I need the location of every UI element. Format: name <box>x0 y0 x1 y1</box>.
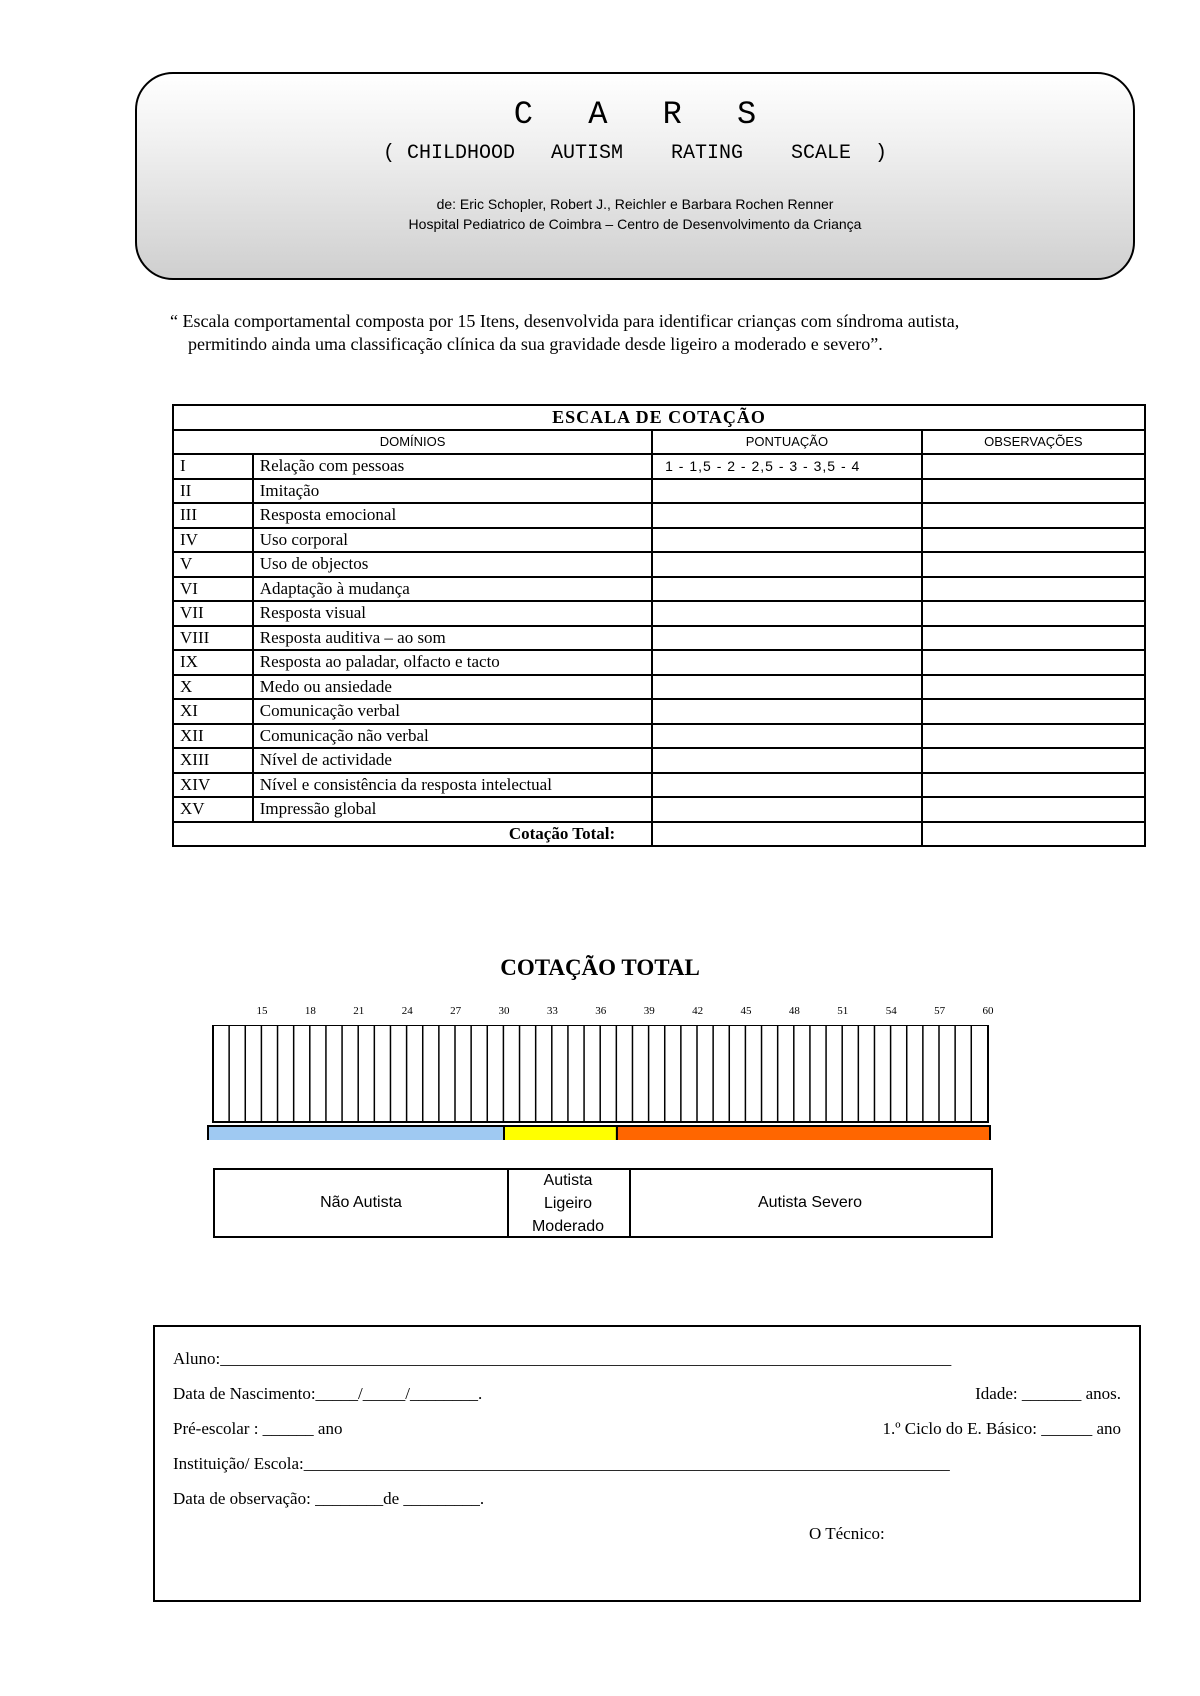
field-tecnico[interactable]: O Técnico: <box>809 1524 885 1543</box>
row-number: XV <box>173 797 253 822</box>
row-score-cell[interactable] <box>652 724 922 749</box>
row-obs-cell[interactable] <box>922 454 1145 479</box>
row-obs-cell[interactable] <box>922 503 1145 528</box>
tick-label: 21 <box>353 1005 365 1017</box>
row-number: XIV <box>173 773 253 798</box>
total-obs-cell[interactable] <box>922 822 1145 847</box>
table-title: ESCALA DE COTAÇÃO <box>173 405 1145 430</box>
row-domain: Resposta auditiva – ao som <box>253 626 652 651</box>
col-header-observacoes: OBSERVAÇÕES <box>922 430 1145 455</box>
hospital-name: Hospital Pediatrico de Coimbra – Centro de Desenvolvimento da Criança <box>408 216 862 232</box>
row-domain: Imitação <box>253 479 652 504</box>
severity-legend <box>213 1168 993 1238</box>
field-aluno[interactable]: Aluno:______________________________________________________________________________________ <box>173 1349 952 1368</box>
tick-label: 36 <box>595 1005 607 1017</box>
row-number: V <box>173 552 253 577</box>
row-obs-cell[interactable] <box>922 773 1145 798</box>
tick-label: 27 <box>450 1005 462 1017</box>
row-score-cell[interactable] <box>652 748 922 773</box>
intro-paragraph <box>170 310 1130 356</box>
row-domain: Relação com pessoas <box>253 454 652 479</box>
tick-label: 54 <box>885 1005 897 1017</box>
row-obs-cell[interactable] <box>922 577 1145 602</box>
table-row <box>173 454 1145 479</box>
legend-ligeiro-line1: Autista <box>543 1171 593 1189</box>
row-score-cell[interactable] <box>652 773 922 798</box>
row-domain: Resposta ao paladar, olfacto e tacto <box>253 650 652 675</box>
tick-label: 42 <box>692 1005 704 1017</box>
intro-line-2: permitindo ainda uma classificação clínica da sua gravidade desde ligeiro a moderado e severo”. <box>188 334 883 354</box>
row-score-cell[interactable] <box>652 528 922 553</box>
legend-ligeiro-line2: Ligeiro <box>543 1194 592 1212</box>
legend-ligeiro-moderado <box>507 1170 631 1236</box>
row-number: VII <box>173 601 253 626</box>
row-domain: Resposta emocional <box>253 503 652 528</box>
tick-label: 48 <box>788 1005 800 1017</box>
row-domain: Nível e consistência da resposta intelectual <box>253 773 652 798</box>
row-obs-cell[interactable] <box>922 675 1145 700</box>
legend-autista-severo: Autista Severo <box>757 1194 863 1211</box>
table-row <box>173 748 1145 773</box>
row-obs-cell[interactable] <box>922 797 1145 822</box>
severity-band <box>504 1126 617 1140</box>
total-label: Cotação Total: <box>173 822 652 847</box>
row-score-cell[interactable] <box>652 503 922 528</box>
tick-label: 45 <box>740 1005 752 1017</box>
table-row <box>173 626 1145 651</box>
row-obs-cell[interactable] <box>922 650 1145 675</box>
table-row <box>173 552 1145 577</box>
table-row <box>173 699 1145 724</box>
row-obs-cell[interactable] <box>922 724 1145 749</box>
table-row <box>173 650 1145 675</box>
tick-label: 15 <box>256 1005 268 1017</box>
row-obs-cell[interactable] <box>922 528 1145 553</box>
row-number: IV <box>173 528 253 553</box>
row-number: II <box>173 479 253 504</box>
field-data-nascimento[interactable]: Data de Nascimento:_____/_____/________. Idade: _______ anos. <box>173 1382 1121 1406</box>
row-number: III <box>173 503 253 528</box>
col-header-pontuacao: PONTUAÇÃO <box>652 430 922 455</box>
row-domain: Nível de actividade <box>253 748 652 773</box>
tick-label: 18 <box>304 1005 316 1017</box>
row-domain: Uso de objectos <box>253 552 652 577</box>
table-row <box>173 773 1145 798</box>
row-number: VI <box>173 577 253 602</box>
field-idade[interactable]: Idade: _______ anos. <box>975 1384 1121 1403</box>
tick-label: 57 <box>934 1005 946 1017</box>
row-obs-cell[interactable] <box>922 601 1145 626</box>
total-score-cell[interactable] <box>652 822 922 847</box>
student-info-form <box>153 1325 1141 1602</box>
severity-band <box>208 1126 504 1140</box>
row-obs-cell[interactable] <box>922 552 1145 577</box>
row-score-cell[interactable] <box>652 577 922 602</box>
table-row <box>173 601 1145 626</box>
row-score-cell[interactable] <box>652 675 922 700</box>
row-score-cell[interactable] <box>652 699 922 724</box>
row-domain: Impressão global <box>253 797 652 822</box>
score-scale <box>0 1025 1200 1140</box>
table-row <box>173 528 1145 553</box>
page-subtitle: ( CHILDHOOD AUTISM RATING SCALE ) <box>382 142 888 165</box>
row-number: XIII <box>173 748 253 773</box>
col-header-dominios: DOMÍNIOS <box>173 430 652 455</box>
row-domain: Uso corporal <box>253 528 652 553</box>
row-number: IX <box>173 650 253 675</box>
row-number: X <box>173 675 253 700</box>
field-ciclo-basico[interactable]: 1.º Ciclo do E. Básico: ______ ano <box>882 1419 1121 1438</box>
tick-label: 30 <box>498 1005 510 1017</box>
tick-label: 33 <box>546 1005 558 1017</box>
table-row <box>173 503 1145 528</box>
authors-credit: de: Eric Schopler, Robert J., Reichler e Barbara Rochen Renner <box>436 196 834 212</box>
row-number: XII <box>173 724 253 749</box>
field-instituicao[interactable]: Instituição/ Escola:____________________________________________________________________________ <box>173 1454 950 1473</box>
severity-band <box>617 1126 990 1140</box>
tick-label: 39 <box>643 1005 655 1017</box>
page-title: C A R S <box>513 96 775 133</box>
field-data-observacao[interactable]: Data de observação: ________de _________. <box>173 1489 485 1508</box>
row-domain: Adaptação à mudança <box>253 577 652 602</box>
row-domain: Comunicação não verbal <box>253 724 652 749</box>
escala-table <box>172 404 1146 847</box>
row-score-cell[interactable] <box>652 552 922 577</box>
row-number: VIII <box>173 626 253 651</box>
field-pre-escolar[interactable]: Pré-escolar : ______ ano 1.º Ciclo do E. Básico: ______ ano <box>173 1417 1121 1441</box>
row-obs-cell[interactable] <box>922 699 1145 724</box>
table-row <box>173 724 1145 749</box>
tick-label: 60 <box>982 1005 994 1017</box>
row-number: XI <box>173 699 253 724</box>
row-domain: Medo ou ansiedade <box>253 675 652 700</box>
row-domain: Comunicação verbal <box>253 699 652 724</box>
legend-nao-autista: Não Autista <box>215 1170 509 1236</box>
cotacao-total-title: COTAÇÃO TOTAL <box>500 955 700 980</box>
tick-label: 24 <box>401 1005 413 1017</box>
table-row <box>173 577 1145 602</box>
row-score-cell[interactable] <box>652 479 922 504</box>
header-box <box>135 72 1135 280</box>
scale-tick-labels <box>0 1005 1200 1019</box>
tick-label: 51 <box>837 1005 849 1017</box>
intro-line-1: “ Escala comportamental composta por 15 Itens, desenvolvida para identificar crianças com síndroma autista, <box>170 311 960 331</box>
row-score-cell[interactable]: 1 - 1,5 - 2 - 2,5 - 3 - 3,5 - 4 <box>652 454 922 479</box>
row-obs-cell[interactable] <box>922 626 1145 651</box>
row-number: I <box>173 454 253 479</box>
row-domain: Resposta visual <box>253 601 652 626</box>
row-score-cell[interactable] <box>652 601 922 626</box>
row-score-cell[interactable] <box>652 650 922 675</box>
table-row <box>173 479 1145 504</box>
row-obs-cell[interactable] <box>922 479 1145 504</box>
table-row <box>173 675 1145 700</box>
table-row <box>173 797 1145 822</box>
legend-ligeiro-line3: Moderado <box>531 1217 605 1235</box>
row-score-cell[interactable] <box>652 626 922 651</box>
row-obs-cell[interactable] <box>922 748 1145 773</box>
row-score-cell[interactable] <box>652 797 922 822</box>
